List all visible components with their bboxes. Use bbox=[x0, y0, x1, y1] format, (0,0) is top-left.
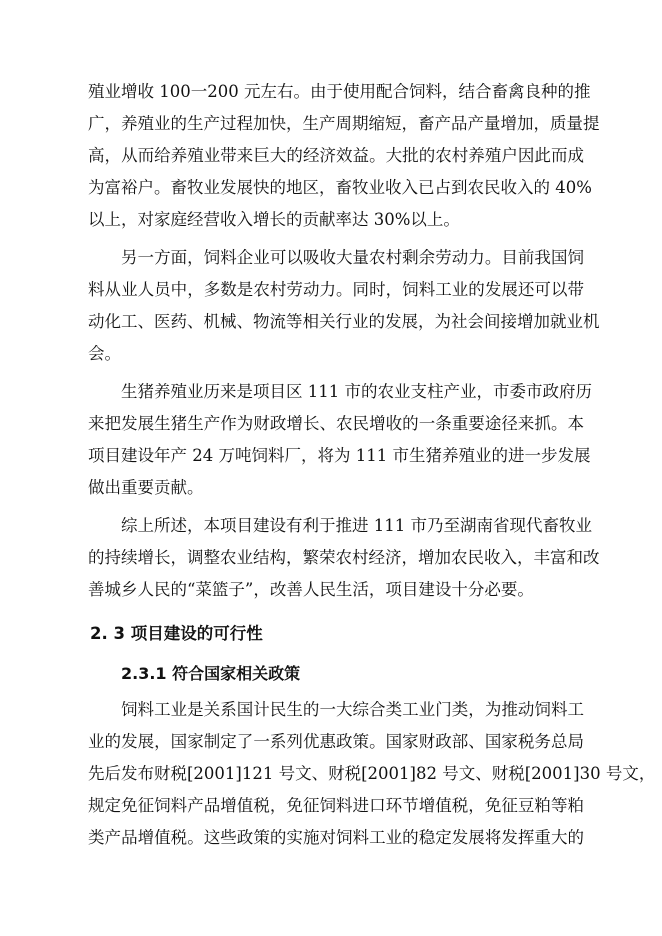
paragraph-line: 殖业增收 100一200 元左右。由于使用配合饲料，结合畜禽良种的推 bbox=[88, 82, 591, 101]
paragraph-line: 生猪养殖业历来是项目区 111 市的农业支柱产业，市委市政府历 bbox=[121, 382, 592, 401]
paragraph-line: 来把发展生猪生产作为财政增长、农民增收的一条重要途径来抓。本 bbox=[88, 414, 584, 433]
section-heading: 2. 3 项目建设的可行性 bbox=[90, 624, 263, 643]
paragraph-line: 会。 bbox=[88, 344, 121, 363]
paragraph-line: 善城乡人民的“菜篮子”，改善人民生活，项目建设十分必要。 bbox=[88, 580, 534, 599]
paragraph-line: 业的发展，国家制定了一系列优惠政策。国家财政部、国家税务总局 bbox=[88, 732, 584, 751]
paragraph-line: 规定免征饲料产品增值税，免征饲料进口环节增值税，免征豆粕等粕 bbox=[88, 796, 584, 815]
paragraph-line: 的持续增长，调整农业结构，繁荣农村经济，增加农民收入，丰富和改 bbox=[88, 548, 600, 567]
paragraph-line: 为富裕户。畜牧业发展快的地区，畜牧业收入已占到农民收入的 40% bbox=[88, 178, 592, 197]
paragraph-line: 饲料工业是关系国计民生的一大综合类工业门类，为推动饲料工 bbox=[121, 700, 584, 719]
paragraph-line: 类产品增值税。这些政策的实施对饲料工业的稳定发展将发挥重大的 bbox=[88, 828, 584, 847]
paragraph-line: 高，从而给养殖业带来巨大的经济效益。大批的农村养殖户因此而成 bbox=[88, 146, 584, 165]
paragraph-line: 先后发布财税[2001]121 号文、财税[2001]82 号文、财税[2001]30 号文， bbox=[88, 764, 656, 783]
paragraph-line: 综上所述，本项目建设有利于推进 111 市乃至湖南省现代畜牧业 bbox=[121, 516, 592, 535]
subsection-heading: 2.3.1 符合国家相关政策 bbox=[121, 664, 301, 683]
paragraph-line: 做出重要贡献。 bbox=[88, 478, 204, 497]
paragraph-line: 动化工、医药、机械、物流等相关行业的发展，为社会间接增加就业机 bbox=[88, 312, 600, 331]
paragraph-line: 项目建设年产 24 万吨饲料厂，将为 111 市生猪养殖业的进一步发展 bbox=[88, 446, 591, 465]
paragraph-line: 以上，对家庭经营收入增长的贡献率达 30%以上。 bbox=[88, 210, 460, 229]
paragraph-line: 广，养殖业的生产过程加快，生产周期缩短，畜产品产量增加，质量提 bbox=[88, 114, 600, 133]
paragraph-line: 另一方面，饲料企业可以吸收大量农村剩余劳动力。目前我国饲 bbox=[121, 248, 584, 267]
paragraph-line: 料从业人员中，多数是农村劳动力。同时，饲料工业的发展还可以带 bbox=[88, 280, 584, 299]
